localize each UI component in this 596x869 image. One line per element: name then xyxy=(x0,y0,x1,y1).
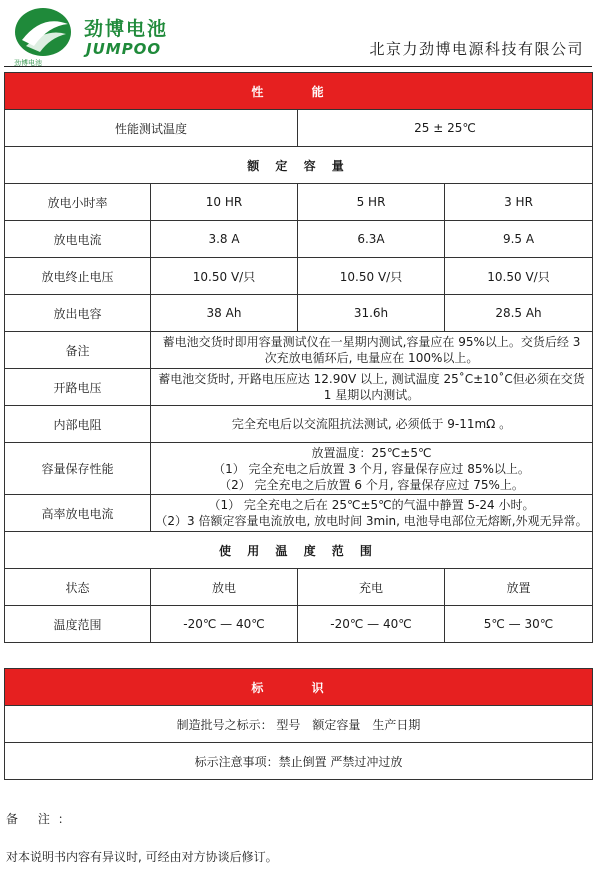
retention-text xyxy=(151,443,593,495)
state-value: 放电 xyxy=(151,569,298,606)
document-header xyxy=(0,0,596,72)
capacity-value: 28.5 Ah xyxy=(445,295,593,332)
retention-label: 容量保存性能 xyxy=(5,443,151,495)
discharge-current-value: 9.5 A xyxy=(445,221,593,258)
discharge-rate-value: 10 HR xyxy=(151,184,298,221)
retention-line: 放置温度：25℃±5℃ xyxy=(311,445,432,460)
retention-line: （2） 完全充电之后放置 6 个月, 容量保存应过 75%上。 xyxy=(219,477,524,492)
range-value: -20℃ — 40℃ xyxy=(151,606,298,643)
temp-range-title: 使 用 温 度 范 围 xyxy=(5,532,593,569)
table-row xyxy=(5,258,593,295)
brand-name-en: JUMPOO xyxy=(86,40,162,58)
resistance-label: 内部电阻 xyxy=(5,406,151,443)
notes-title: 备 注： xyxy=(6,812,78,826)
end-voltage-value: 10.50 V/只 xyxy=(151,258,298,295)
notes-text: 对本说明书内容有异议时, 可经由对方协谈后修订。 xyxy=(6,850,278,864)
header-divider xyxy=(4,66,592,67)
table-row xyxy=(5,184,593,221)
ocv-text: 蓄电池交货时, 开路电压应达 12.90V 以上, 测试温度 25˚C±10˚C但必须在交货 1 星期以内测试。 xyxy=(151,369,593,406)
high-rate-text xyxy=(151,495,593,532)
discharge-current-label: 放电电流 xyxy=(5,221,151,258)
end-voltage-label: 放电终止电压 xyxy=(5,258,151,295)
range-value: -20℃ — 40℃ xyxy=(298,606,445,643)
rated-capacity-title: 额 定 容 量 xyxy=(5,147,593,184)
ocv-label: 开路电压 xyxy=(5,369,151,406)
batch-text: 制造批号之标示： 型号 额定容量 生产日期 xyxy=(5,706,593,743)
range-label: 温度范围 xyxy=(5,606,151,643)
remark-label: 备注 xyxy=(5,332,151,369)
brand-name-cn: 劲博电池 xyxy=(84,18,169,40)
discharge-current-value: 6.3A xyxy=(298,221,445,258)
table-row xyxy=(5,606,593,643)
end-voltage-value: 10.50 V/只 xyxy=(445,258,593,295)
retention-line: （1） 完全充电之后放置 3 个月, 容量保存应过 85%以上。 xyxy=(213,461,530,476)
logo-subtitle: 劲博电池 xyxy=(14,59,42,67)
test-temp-label: 性能测试温度 xyxy=(5,110,298,147)
high-rate-line: （2）3 倍额定容量电流放电, 放电时间 3min, 电池导电部位无熔断,外观无异常。 xyxy=(155,514,588,528)
capacity-label: 放出电容 xyxy=(5,295,151,332)
high-rate-line: （1） 完全充电之后在 25℃±5℃的气温中静置 5-24 小时。 xyxy=(208,498,535,512)
table-row xyxy=(5,569,593,606)
caution-text: 标示注意事项：禁止倒置 严禁过冲过放 xyxy=(5,743,593,780)
performance-table xyxy=(4,72,593,643)
performance-title: 性 能 xyxy=(5,73,593,110)
discharge-rate-value: 5 HR xyxy=(298,184,445,221)
test-temp-value: 25 ± 25℃ xyxy=(298,110,593,147)
resistance-text: 完全充电后以交流阻抗法测试, 必须低于 9-11mΩ 。 xyxy=(151,406,593,443)
table-row xyxy=(5,221,593,258)
range-value: 5℃ — 30℃ xyxy=(445,606,593,643)
discharge-rate-label: 放电小时率 xyxy=(5,184,151,221)
company-name: 北京力劲博电源科技有限公司 xyxy=(369,40,584,58)
remark-text: 蓄电池交货时即用容量测试仪在一星期内测试,容量应在 95%以上。交货后经 3 次充放电循环后, 电量应在 100%以上。 xyxy=(151,332,593,369)
marking-title: 标 识 xyxy=(5,669,593,706)
state-value: 放置 xyxy=(445,569,593,606)
marking-table xyxy=(4,668,593,780)
table-row xyxy=(5,295,593,332)
end-voltage-value: 10.50 V/只 xyxy=(298,258,445,295)
discharge-rate-value: 3 HR xyxy=(445,184,593,221)
state-value: 充电 xyxy=(298,569,445,606)
capacity-value: 38 Ah xyxy=(151,295,298,332)
jumpoo-logo-icon xyxy=(12,6,74,64)
capacity-value: 31.6h xyxy=(298,295,445,332)
state-label: 状态 xyxy=(5,569,151,606)
high-rate-label: 高率放电电流 xyxy=(5,495,151,532)
discharge-current-value: 3.8 A xyxy=(151,221,298,258)
